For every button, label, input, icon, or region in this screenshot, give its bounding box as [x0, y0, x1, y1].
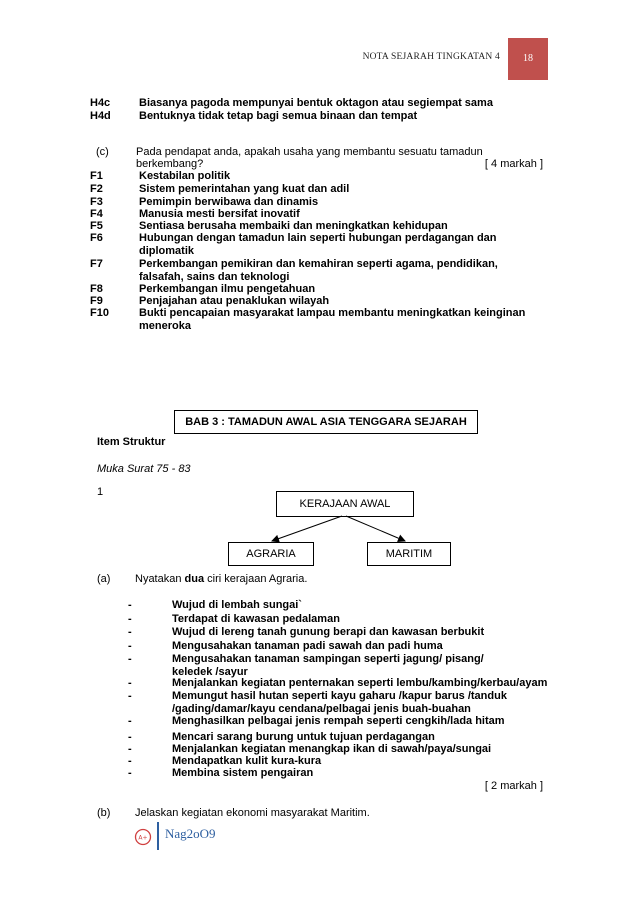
- bullet-dash: -: [128, 743, 132, 755]
- footer-logo-text: Nag2oO9: [165, 826, 216, 841]
- bullet-dash: -: [128, 677, 132, 689]
- arrow-to-agraria: [272, 516, 342, 541]
- answer-text: Penjajahan atau penaklukan wilayah: [139, 295, 330, 307]
- chapter-title: BAB 3 : TAMADUN AWAL ASIA TENGGARA SEJARAH: [174, 410, 478, 434]
- question-a-bold-word: dua: [184, 573, 205, 585]
- answer-text: Bentuknya tidak tetap bagi semua binaan dan tempat: [139, 110, 418, 122]
- diagram-root-box: KERAJAAN AWAL: [276, 491, 414, 517]
- answer-key: F1: [90, 170, 103, 182]
- diagram-maritim-box: MARITIM: [367, 542, 451, 566]
- answer-key: F3: [90, 196, 103, 208]
- bullet-text: Memungut hasil hutan seperti kayu gaharu /kapur barus /tanduk /gading/damar/kayu cendana/pelbagai jenis buah-buahan: [172, 690, 507, 715]
- answer-key: F5: [90, 220, 103, 232]
- bullet-text: Menjalankan kegiatan menangkap ikan di sawah/paya/sungai: [172, 743, 492, 755]
- diagram-agraria-box: AGRARIA: [228, 542, 314, 566]
- question-c-text: Pada pendapat anda, apakah usaha yang membantu sesuatu tamadun berkembang?: [136, 146, 483, 170]
- bullet-dash: -: [128, 599, 132, 611]
- answer-key: F6: [90, 232, 103, 244]
- bullet-dash: -: [128, 731, 132, 743]
- answer-key: F4: [90, 208, 103, 220]
- page-reference: Muka Surat 75 - 83: [97, 463, 191, 475]
- answer-text: Biasanya pagoda mempunyai bentuk oktagon atau segiempat sama: [139, 97, 493, 109]
- bullet-text: Terdapat di kawasan pedalaman: [172, 613, 340, 625]
- answer-key: H4d: [90, 110, 111, 122]
- answer-text: Kestabilan politik: [139, 170, 231, 182]
- answer-key: F9: [90, 295, 103, 307]
- svg-text:A+: A+: [138, 834, 148, 842]
- answer-key: F7: [90, 258, 103, 270]
- arrow-to-maritim: [346, 516, 405, 541]
- footer-divider: [157, 822, 159, 850]
- bullet-text: Wujud di lembah sungai`: [172, 599, 302, 611]
- bullet-text: Wujud di lereng tanah gunung berapi dan kawasan berbukit: [172, 626, 485, 638]
- answer-text: Hubungan dengan tamadun lain seperti hubungan perdagangan dan diplomatik: [139, 232, 497, 257]
- question-a-label: (a): [97, 573, 111, 585]
- bullet-dash: -: [128, 690, 132, 702]
- question-a-text-part: ciri kerajaan Agraria.: [204, 573, 308, 585]
- question-number: 1: [97, 486, 104, 498]
- running-header-title: NOTA SEJARAH TINGKATAN 4: [362, 52, 500, 62]
- bullet-text: Mengusahakan tanaman sampingan seperti jagung/ pisang/ keledek /sayur: [172, 653, 484, 678]
- bullet-text: Mengusahakan tanaman padi sawah dan padi huma: [172, 640, 443, 652]
- answer-text: Perkembangan pemikiran dan kemahiran seperti agama, pendidikan, falsafah, sains dan teknologi: [139, 258, 498, 283]
- page-number: 18: [523, 53, 533, 64]
- answer-key: F8: [90, 283, 103, 295]
- answer-key: F10: [90, 307, 109, 319]
- answer-key: F2: [90, 183, 103, 195]
- answer-text: Perkembangan ilmu pengetahuan: [139, 283, 316, 295]
- question-a-text-part: Nyatakan: [135, 573, 185, 585]
- answer-text: Sistem pemerintahan yang kuat dan adil: [139, 183, 350, 195]
- answer-text: Manusia mesti bersifat inovatif: [139, 208, 300, 220]
- bullet-dash: -: [128, 640, 132, 652]
- answer-text: Bukti pencapaian masyarakat lampau membantu meningkatkan keinginan meneroka: [139, 307, 526, 332]
- question-c-marks: [ 4 markah ]: [484, 158, 543, 170]
- bullet-dash: -: [128, 715, 132, 727]
- bullet-dash: -: [128, 653, 132, 665]
- question-c-label: (c): [96, 146, 109, 158]
- answer-text: Sentiasa berusaha membaiki dan meningkatkan kehidupan: [139, 220, 448, 232]
- question-a-marks: [ 2 markah ]: [484, 780, 543, 792]
- bullet-dash: -: [128, 613, 132, 625]
- bullet-dash: -: [128, 767, 132, 779]
- bullet-text: Mencari sarang burung untuk tujuan perdagangan: [172, 731, 435, 743]
- bullet-text: Menghasilkan pelbagai jenis rempah seperti cengkih/lada hitam: [172, 715, 505, 727]
- footer-logo-icon: [134, 828, 152, 846]
- question-b-text: Jelaskan kegiatan ekonomi masyarakat Maritim.: [135, 807, 370, 819]
- bullet-dash: -: [128, 626, 132, 638]
- bullet-text: Menjalankan kegiatan penternakan seperti lembu/kambing/kerbau/ayam: [172, 677, 548, 689]
- answer-text: Pemimpin berwibawa dan dinamis: [139, 196, 319, 208]
- answer-key: H4c: [90, 97, 111, 109]
- question-b-label: (b): [97, 807, 111, 819]
- bullet-text: Membina sistem pengairan: [172, 767, 314, 779]
- item-struktur-heading: Item Struktur: [97, 436, 166, 448]
- bullet-dash: -: [128, 755, 132, 767]
- question-a-text: [135, 573, 307, 585]
- bullet-text: Mendapatkan kulit kura-kura: [172, 755, 322, 767]
